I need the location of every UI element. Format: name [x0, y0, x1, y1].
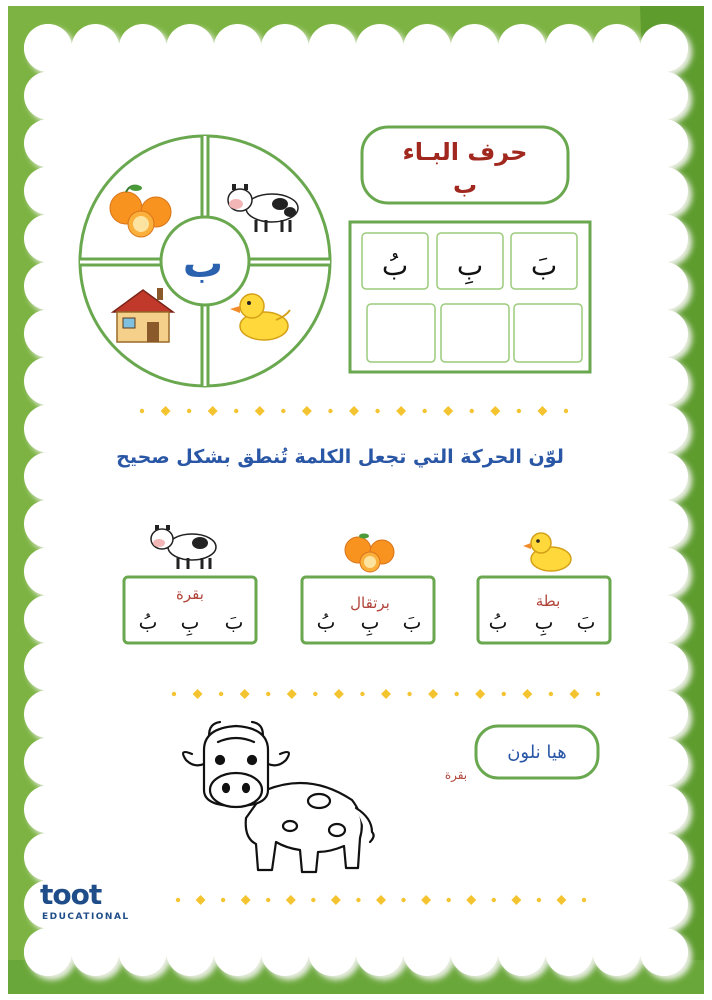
divider-dot: [407, 692, 411, 696]
divider-dot: [375, 409, 379, 413]
word-label: بقرة: [176, 585, 204, 603]
divider-dot: [537, 898, 541, 902]
brand-subtitle: EDUCATIONAL: [42, 912, 130, 922]
option-damma[interactable]: بُ: [488, 610, 508, 634]
option-damma[interactable]: بُ: [316, 610, 336, 634]
option-fatha[interactable]: بَ: [402, 610, 422, 634]
divider-dot: [266, 898, 270, 902]
divider-dot: [172, 692, 176, 696]
blank-cell[interactable]: [367, 304, 435, 362]
divider-dot: [582, 898, 586, 902]
divider-dot: [596, 692, 600, 696]
divider-dot: [502, 692, 506, 696]
title-box: [362, 127, 568, 203]
divider-dot: [446, 898, 450, 902]
option-kasra[interactable]: بِ: [360, 610, 380, 634]
blank-cell[interactable]: [441, 304, 509, 362]
divider-dot: [311, 898, 315, 902]
word-label: بطة: [535, 592, 561, 610]
title-text: حرف البـاء: [402, 138, 528, 166]
letter-wheel: [80, 136, 330, 386]
vowel-kasra: بِ: [456, 249, 484, 282]
vowel-fatha: بَ: [530, 249, 558, 282]
divider-dot: [313, 692, 317, 696]
option-kasra[interactable]: بِ: [180, 610, 200, 634]
coloring-word: بقرة: [444, 768, 468, 782]
divider-dot: [401, 898, 405, 902]
instruction-text: لوّن الحركة التي تجعل الكلمة تُنطق بشكل صحيح: [116, 446, 564, 468]
divider-dot: [234, 409, 238, 413]
divider-dot: [356, 898, 360, 902]
divider-dot: [454, 692, 458, 696]
option-damma[interactable]: بُ: [138, 610, 158, 634]
divider-dot: [360, 692, 364, 696]
coloring-prompt-text: هيا نلون: [507, 742, 567, 763]
option-kasra[interactable]: بِ: [534, 610, 554, 634]
divider-dot: [266, 692, 270, 696]
divider-dot: [140, 409, 144, 413]
divider-dot: [219, 692, 223, 696]
title-letter: ب: [452, 171, 478, 199]
brand-logo: [40, 878, 130, 930]
divider-dot: [517, 409, 521, 413]
wheel-center-letter: ب: [182, 241, 224, 287]
divider-dot: [422, 409, 426, 413]
divider-dot: [281, 409, 285, 413]
option-fatha[interactable]: بَ: [576, 610, 596, 634]
divider-dot: [187, 409, 191, 413]
brand-name: toot: [40, 878, 102, 911]
divider-dot: [564, 409, 568, 413]
divider-dot: [549, 692, 553, 696]
divider-dot: [470, 409, 474, 413]
vowel-grid: [350, 222, 590, 372]
blank-cell[interactable]: [514, 304, 582, 362]
divider-dot: [176, 898, 180, 902]
option-fatha[interactable]: بَ: [224, 610, 244, 634]
divider-dot: [328, 409, 332, 413]
divider-dot: [221, 898, 225, 902]
divider-dot: [492, 898, 496, 902]
vowel-damma: بُ: [381, 249, 409, 282]
word-label: برتقال: [350, 594, 390, 612]
